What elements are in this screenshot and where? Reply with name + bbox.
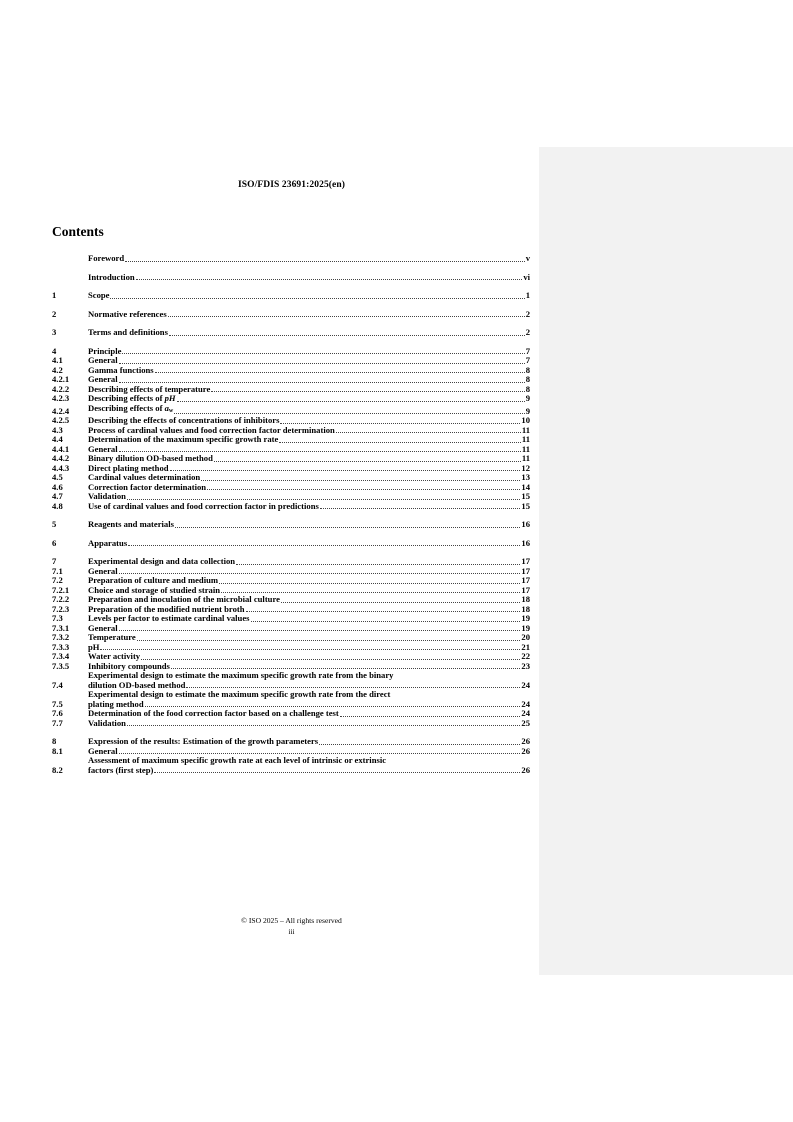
toc-entry-title-text: Use of cardinal values and food correction factor in predictions bbox=[88, 500, 319, 511]
toc-entry-number: 4.4.3 bbox=[52, 462, 70, 473]
toc-entry[interactable] bbox=[52, 328, 530, 338]
toc-leader-dots bbox=[119, 630, 521, 631]
toc-entry-title bbox=[88, 643, 530, 653]
toc-entry-title-text: Direct plating method bbox=[88, 462, 169, 473]
toc-entry-page: 15 bbox=[521, 500, 530, 511]
toc-leader-dots bbox=[336, 432, 521, 433]
toc-entry-page: 11 bbox=[521, 453, 530, 463]
toc-entry-number: 4.8 bbox=[52, 500, 63, 511]
toc-entry-page: 17 bbox=[521, 584, 530, 595]
copyright-notice: © ISO 2025 – All rights reserved bbox=[241, 916, 342, 925]
toc-entry-title-subscript: w bbox=[168, 407, 174, 414]
toc-entry-number: 4.7 bbox=[52, 491, 63, 501]
toc-entry-number: 2 bbox=[52, 308, 57, 319]
toc-entry-number: 8.2 bbox=[52, 764, 63, 775]
toc-leader-dots bbox=[137, 640, 521, 641]
toc-entry-title-continuation: factors (first step) bbox=[88, 764, 154, 775]
toc-entry-page: 8 bbox=[525, 364, 530, 375]
contents-heading: Contents bbox=[52, 224, 104, 239]
toc-leader-dots bbox=[219, 583, 520, 584]
toc-entry-title-text: pH bbox=[88, 641, 100, 652]
toc-leader-dots bbox=[201, 480, 520, 481]
toc-entry[interactable] bbox=[52, 520, 530, 530]
toc-entry-title bbox=[88, 347, 530, 357]
toc-entry-title-text: Describing effects of bbox=[88, 402, 165, 413]
document-header: ISO/FDIS 23691:2025(en) bbox=[237, 180, 346, 190]
toc-entry-title bbox=[88, 291, 530, 301]
toc-entry-number: 7 bbox=[52, 556, 57, 566]
toc-entry-number: 4.4 bbox=[52, 434, 63, 444]
toc-leader-dots bbox=[141, 659, 520, 660]
toc-entry[interactable] bbox=[52, 690, 530, 709]
toc-entry-title bbox=[88, 356, 530, 366]
toc-entry-number: 4.6 bbox=[52, 481, 63, 492]
toc-entry-title bbox=[88, 671, 530, 690]
toc-entry-title bbox=[88, 737, 530, 747]
toc-entry-page: 16 bbox=[521, 537, 530, 548]
toc-leader-dots bbox=[280, 423, 520, 424]
toc-entry-page: 26 bbox=[521, 745, 530, 756]
toc-entry-number: 3 bbox=[52, 327, 57, 337]
toc-entry-title-text: Expression of the results: Estimation of the growth parameters bbox=[88, 736, 319, 746]
toc-entry-page: 17 bbox=[521, 565, 530, 576]
toc-entry-page: 21 bbox=[521, 641, 530, 652]
toc-entry-page: 18 bbox=[521, 594, 530, 604]
toc-entry-title-text: Experimental design and data collection bbox=[88, 556, 236, 566]
toc-entry[interactable] bbox=[52, 557, 530, 567]
toc-entry[interactable] bbox=[52, 502, 530, 512]
toc-entry-title bbox=[88, 557, 530, 567]
toc-entry-number: 4.2.5 bbox=[52, 415, 70, 425]
toc-leader-dots bbox=[175, 527, 520, 528]
toc-entry-title-text: Gamma functions bbox=[88, 364, 154, 375]
toc-entry-title-text: Reagents and materials bbox=[88, 519, 174, 529]
toc-entry[interactable] bbox=[52, 633, 530, 643]
toc-entry-title-text: Describing effects of temperature bbox=[88, 383, 211, 394]
toc-entry-number: 7.4 bbox=[52, 679, 63, 690]
toc-entry-page: vi bbox=[523, 271, 530, 282]
toc-entry[interactable] bbox=[52, 291, 530, 301]
toc-entry-page: 2 bbox=[525, 327, 530, 337]
toc-entry-title bbox=[88, 254, 530, 264]
toc-entry-number: 8.1 bbox=[52, 745, 63, 756]
toc-entry-title-text: Describing effects of bbox=[88, 393, 165, 403]
toc-entry-number: 4.1 bbox=[52, 355, 63, 365]
toc-entry-title-text: Binary dilution OD-based method bbox=[88, 453, 213, 463]
toc-entry-title-text: Inhibitory compounds bbox=[88, 660, 170, 671]
toc-entry-number: 8 bbox=[52, 736, 57, 746]
toc-leader-dots bbox=[119, 573, 521, 574]
toc-entry-page: v bbox=[525, 253, 530, 263]
toc-entry-page: 17 bbox=[521, 556, 530, 566]
toc-entry-title-continuation: dilution OD-based method bbox=[88, 679, 186, 690]
toc-entry-title-text: Choice and storage of studied strain bbox=[88, 584, 221, 595]
toc-entry-title-text: Normative references bbox=[88, 308, 167, 319]
toc-entry-number: 4.4.2 bbox=[52, 453, 70, 463]
toc-leader-dots bbox=[320, 508, 521, 509]
toc-leader-dots bbox=[154, 772, 520, 773]
toc-leader-dots bbox=[246, 611, 521, 612]
toc-leader-dots bbox=[236, 564, 520, 565]
toc-entry-number: 1 bbox=[52, 290, 57, 300]
toc-entry-page: 24 bbox=[521, 708, 530, 718]
toc-leader-dots bbox=[119, 363, 525, 364]
toc-entry-number: 4.2.1 bbox=[52, 374, 70, 384]
toc-entry-title-text: General bbox=[88, 622, 118, 633]
toc-entry-title-text: General bbox=[88, 355, 118, 365]
toc-entry-page: 15 bbox=[521, 491, 530, 501]
toc-entry-title-text: Validation bbox=[88, 491, 126, 501]
toc-entry-title bbox=[88, 624, 530, 634]
toc-entry-page: 7 bbox=[525, 345, 530, 356]
toc-entry-title-text: Correction factor determination bbox=[88, 481, 207, 492]
toc-entry-title-italic: pH bbox=[164, 393, 176, 403]
toc-leader-dots bbox=[221, 592, 520, 593]
toc-leader-dots bbox=[110, 298, 524, 299]
toc-leader-dots bbox=[127, 499, 521, 500]
toc-leader-dots bbox=[127, 725, 521, 726]
toc-leader-dots bbox=[174, 413, 524, 414]
toc-entry-page: 19 bbox=[521, 613, 530, 623]
toc-entry-number: 7.6 bbox=[52, 708, 63, 718]
toc-entry-title-text: Foreword bbox=[88, 253, 125, 263]
toc-entry-title bbox=[88, 690, 530, 709]
toc-entry-title bbox=[88, 366, 530, 376]
toc-leader-dots bbox=[281, 602, 520, 603]
toc-entry-number: 4.2 bbox=[52, 364, 63, 375]
toc-leader-dots bbox=[279, 442, 521, 443]
toc-leader-dots bbox=[119, 451, 521, 452]
toc-entry-page: 22 bbox=[521, 651, 530, 661]
toc-entry-title bbox=[88, 520, 530, 530]
toc-entry-title-text: Validation bbox=[88, 717, 126, 728]
toc-entry-title bbox=[88, 435, 530, 445]
toc-entry-number: 7.3.3 bbox=[52, 641, 70, 652]
toc-entry-number: 7.5 bbox=[52, 698, 63, 709]
toc-entry-page: 25 bbox=[521, 717, 530, 728]
toc-entry-number: 4.3 bbox=[52, 424, 63, 435]
toc-entry-title-text: Levels per factor to estimate cardinal values bbox=[88, 613, 250, 623]
toc-leader-dots bbox=[211, 391, 524, 392]
toc-entry-number: 5 bbox=[52, 519, 57, 529]
table-of-contents bbox=[52, 254, 530, 775]
toc-entry-page: 14 bbox=[521, 481, 530, 492]
toc-entry-number: 7.2.2 bbox=[52, 594, 70, 604]
toc-entry-title-text: Water activity bbox=[88, 651, 141, 661]
toc-entry-number: 4.2.3 bbox=[52, 393, 70, 403]
toc-entry-number: 4.4.1 bbox=[52, 443, 70, 454]
toc-leader-dots bbox=[207, 489, 520, 490]
toc-entry-page: 9 bbox=[525, 405, 530, 416]
toc-entry-title bbox=[88, 310, 530, 320]
toc-entry-number: 7.3 bbox=[52, 613, 63, 623]
toc-entry-title-text: Experimental design to estimate the maximum specific growth rate from the binary bbox=[88, 670, 394, 680]
toc-entry[interactable] bbox=[52, 366, 530, 376]
toc-entry-number: 4.5 bbox=[52, 472, 63, 482]
toc-entry-number: 7.3.1 bbox=[52, 622, 70, 633]
toc-entry-title-text: Terms and definitions bbox=[88, 327, 168, 337]
toc-entry-number: 6 bbox=[52, 537, 57, 548]
toc-entry-title bbox=[88, 539, 530, 549]
toc-entry-title bbox=[88, 328, 530, 338]
toc-entry-page: 24 bbox=[521, 698, 530, 709]
toc-leader-dots bbox=[168, 316, 525, 317]
toc-entry-page: 11 bbox=[521, 424, 530, 435]
toc-entry-page: 13 bbox=[521, 472, 530, 482]
toc-entry-title-text: Assessment of maximum specific growth rate at each level of intrinsic or extrinsic bbox=[88, 755, 387, 765]
toc-entry-page: 2 bbox=[525, 308, 530, 319]
toc-entry[interactable] bbox=[52, 719, 530, 729]
toc-leader-dots bbox=[128, 545, 520, 546]
toc-entry-title-text: Scope bbox=[88, 290, 110, 300]
toc-leader-dots bbox=[100, 649, 520, 650]
toc-leader-dots bbox=[214, 461, 521, 462]
toc-entry[interactable] bbox=[52, 756, 530, 775]
toc-entry-title-text: General bbox=[88, 374, 118, 384]
toc-entry-number: 4.2.2 bbox=[52, 383, 70, 394]
toc-entry-title bbox=[88, 483, 530, 493]
toc-entry-title bbox=[88, 756, 530, 775]
toc-entry-number: 7.2.1 bbox=[52, 584, 70, 595]
toc-entry-title-text: Process of cardinal values and food correction factor determination bbox=[88, 424, 335, 435]
toc-entry-title-text: Principle bbox=[88, 345, 122, 356]
page-number: iii bbox=[288, 927, 295, 936]
toc-leader-dots bbox=[251, 621, 521, 622]
toc-entry-page: 17 bbox=[521, 575, 530, 585]
toc-entry-title bbox=[88, 614, 530, 624]
toc-entry-number: 7.3.2 bbox=[52, 632, 70, 642]
toc-leader-dots bbox=[177, 401, 525, 402]
toc-entry-title-text: General bbox=[88, 565, 118, 576]
toc-entry-title-text: Cardinal values determination bbox=[88, 472, 201, 482]
toc-entry-page: 7 bbox=[525, 355, 530, 365]
toc-entry-page: 18 bbox=[521, 603, 530, 614]
comment-pane bbox=[539, 147, 793, 975]
toc-entry-number: 4 bbox=[52, 345, 57, 356]
toc-entry-page: 8 bbox=[525, 374, 530, 384]
toc-entry[interactable] bbox=[52, 254, 530, 264]
toc-entry-title-text: General bbox=[88, 745, 118, 756]
toc-entry-title-text: Preparation of culture and medium bbox=[88, 575, 219, 585]
toc-entry-page: 11 bbox=[521, 434, 530, 444]
toc-entry[interactable] bbox=[52, 347, 530, 357]
toc-entry-title bbox=[88, 633, 530, 643]
toc-entry-page: 1 bbox=[525, 290, 530, 300]
toc-entry-page: 23 bbox=[521, 660, 530, 671]
toc-entry-title-text: General bbox=[88, 443, 118, 454]
toc-entry-page: 20 bbox=[521, 632, 530, 642]
toc-entry-number: 7.3.5 bbox=[52, 660, 70, 671]
toc-leader-dots bbox=[125, 261, 525, 262]
toc-entry-title-italic: a bbox=[164, 402, 169, 413]
toc-leader-dots bbox=[319, 744, 520, 745]
toc-entry-page: 26 bbox=[521, 736, 530, 746]
toc-entry[interactable] bbox=[52, 737, 530, 747]
toc-entry-page: 8 bbox=[525, 383, 530, 394]
toc-entry-title-text: Describing the effects of concentrations of inhibitors bbox=[88, 415, 280, 425]
toc-entry[interactable] bbox=[52, 539, 530, 549]
toc-leader-dots bbox=[340, 716, 521, 717]
toc-entry-page: 26 bbox=[521, 764, 530, 775]
toc-leader-dots bbox=[145, 706, 521, 707]
toc-entry[interactable] bbox=[52, 435, 530, 445]
toc-leader-dots bbox=[170, 470, 521, 471]
toc-entry-number: 7.2 bbox=[52, 575, 63, 585]
toc-entry-title bbox=[88, 502, 530, 512]
toc-entry[interactable] bbox=[52, 273, 530, 283]
toc-leader-dots bbox=[122, 353, 524, 354]
toc-leader-dots bbox=[119, 753, 521, 754]
toc-entry-title-text: Experimental design to estimate the maximum specific growth rate from the direct bbox=[88, 689, 391, 699]
toc-entry-page: 16 bbox=[521, 519, 530, 529]
toc-entry-title-text: Preparation of the modified nutrient broth bbox=[88, 603, 245, 614]
toc-entry-number: 7.7 bbox=[52, 717, 63, 728]
toc-entry-title bbox=[88, 273, 530, 283]
toc-entry-page: 9 bbox=[525, 393, 530, 403]
toc-entry-number: 7.1 bbox=[52, 565, 63, 576]
toc-entry-page: 11 bbox=[521, 443, 530, 454]
toc-entry[interactable] bbox=[52, 614, 530, 624]
toc-entry-page: 10 bbox=[521, 415, 530, 425]
toc-leader-dots bbox=[169, 335, 525, 336]
toc-entry-title-text: Temperature bbox=[88, 632, 136, 642]
toc-entry-page: 19 bbox=[521, 622, 530, 633]
toc-entry-number: 4.2.4 bbox=[52, 405, 70, 416]
toc-leader-dots bbox=[136, 279, 523, 280]
toc-entry-title-text: Introduction bbox=[88, 271, 135, 282]
toc-entry[interactable] bbox=[52, 310, 530, 320]
toc-entry-number: 7.2.3 bbox=[52, 603, 70, 614]
toc-entry-title bbox=[88, 709, 530, 719]
toc-entry-title-text: Determination of the maximum specific growth rate bbox=[88, 434, 279, 444]
toc-entry-title bbox=[88, 719, 530, 729]
toc-entry-number: 7.3.4 bbox=[52, 651, 70, 661]
toc-entry[interactable] bbox=[52, 671, 530, 690]
toc-leader-dots bbox=[119, 382, 525, 383]
toc-leader-dots bbox=[171, 668, 521, 669]
toc-entry-title-text: Apparatus bbox=[88, 537, 128, 548]
toc-leader-dots bbox=[186, 687, 520, 688]
toc-leader-dots bbox=[155, 372, 525, 373]
toc-entry-page: 12 bbox=[521, 462, 530, 473]
toc-entry-title-text: Determination of the food correction factor based on a challenge test bbox=[88, 708, 339, 718]
toc-entry-title-continuation: plating method bbox=[88, 698, 144, 709]
toc-entry-page: 24 bbox=[521, 679, 530, 690]
toc-entry-title-text: Preparation and inoculation of the microbial culture bbox=[88, 594, 280, 604]
